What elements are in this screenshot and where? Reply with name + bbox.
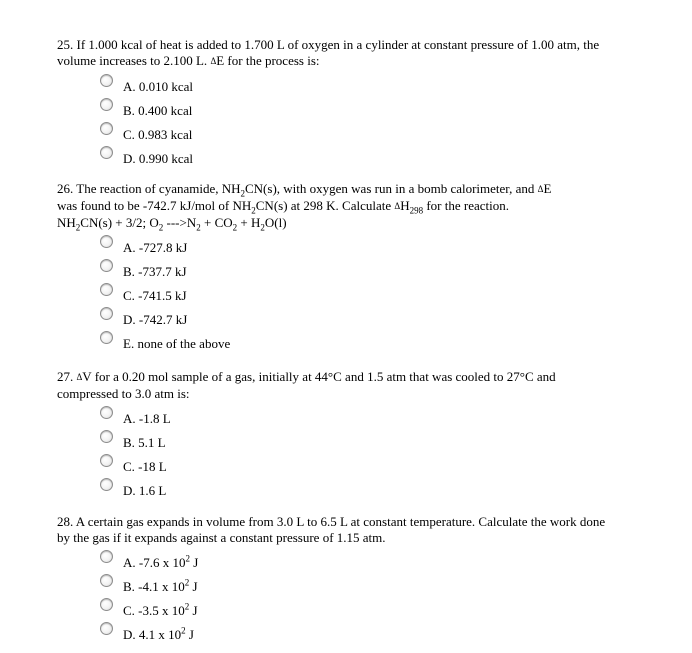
option-label: A. -7.6 x $10^2$ J — [123, 553, 199, 570]
option-25a[interactable] — [57, 76, 617, 100]
radio-button[interactable] — [100, 74, 113, 87]
option-28d[interactable] — [57, 624, 617, 648]
radio-button[interactable] — [100, 259, 113, 272]
option-label: C. -3.5 x $10^2$ J — [123, 601, 198, 618]
radio-button[interactable] — [100, 235, 113, 248]
question-28 — [57, 514, 617, 648]
question-28-options — [57, 552, 617, 648]
option-label: D. 0.990 kcal — [123, 151, 194, 166]
question-28-text: 28. A certain gas expands in volume from 3.0 L to 6.5 L at constant temperature. Calculate the work done by the gas if it expands against a constant pressure of 1.15 atm. — [57, 514, 606, 545]
option-27b[interactable] — [57, 432, 617, 456]
delta-icon: Δ — [76, 372, 83, 382]
option-label: C. 0.983 kcal — [123, 127, 193, 142]
radio-button[interactable] — [100, 574, 113, 587]
option-label: B. -4.1 x $10^2$ J — [123, 577, 198, 594]
radio-button[interactable] — [100, 331, 113, 344]
radio-button[interactable] — [100, 98, 113, 111]
question-25 — [57, 37, 617, 172]
radio-button[interactable] — [100, 478, 113, 491]
question-25-text: 25. If 1.000 kcal of heat is added to 1.700 L of oxygen in a cylinder at constant pressure of 1.00 atm, the volume increases to 2.100 L. ΔE for the process is: — [57, 37, 600, 68]
option-label: A. 0.010 kcal — [123, 79, 194, 94]
option-26d[interactable] — [57, 309, 617, 333]
option-27a[interactable] — [57, 408, 617, 432]
question-27-text: 27. ΔV for a 0.20 mol sample of a gas, initially at 44°C and 1.5 atm that was cooled to 27°C and compressed to 3.0 atm is: — [57, 369, 556, 401]
radio-button[interactable] — [100, 406, 113, 419]
option-label: B. 5.1 L — [123, 435, 166, 450]
radio-button[interactable] — [100, 430, 113, 443]
delta-icon: Δ — [537, 184, 544, 194]
option-label: C. -741.5 kJ — [123, 288, 187, 303]
question-26-options — [57, 237, 617, 357]
radio-button[interactable] — [100, 307, 113, 320]
option-28a[interactable] — [57, 552, 617, 576]
radio-button[interactable] — [100, 598, 113, 611]
question-26-text: 26. The reaction of cyanamide, $NH_2CN(s)$, with oxygen was run in a bomb calorimeter, and ΔE was found to be -742.7 kJ/mol of $NH_2CN(s)$ at 298 K. Calculate $\Delta H_{298}$ for the reaction. $NH_2CN(s) + 3/2$; $O_2$ $--->N_2 + CO_2 + H_2O(l)$ — [57, 181, 552, 233]
option-25b[interactable] — [57, 100, 617, 124]
option-label: A. -727.8 kJ — [123, 240, 188, 255]
radio-button[interactable] — [100, 454, 113, 467]
option-label: B. 0.400 kcal — [123, 103, 193, 118]
question-25-options — [57, 76, 617, 172]
option-25d[interactable] — [57, 148, 617, 172]
radio-button[interactable] — [100, 146, 113, 159]
question-26 — [57, 181, 617, 357]
option-27d[interactable] — [57, 480, 617, 504]
option-label: B. -737.7 kJ — [123, 264, 187, 279]
radio-button[interactable] — [100, 283, 113, 296]
option-label: E. none of the above — [123, 336, 231, 351]
option-26c[interactable] — [57, 285, 617, 309]
radio-button[interactable] — [100, 122, 113, 135]
option-28c[interactable] — [57, 600, 617, 624]
option-27c[interactable] — [57, 456, 617, 480]
option-26a[interactable] — [57, 237, 617, 261]
option-26b[interactable] — [57, 261, 617, 285]
option-26e[interactable] — [57, 333, 617, 357]
option-label: C. -18 L — [123, 459, 167, 474]
option-label: D. -742.7 kJ — [123, 312, 188, 327]
question-27 — [57, 369, 617, 504]
delta-icon: Δ — [210, 56, 217, 66]
radio-button[interactable] — [100, 622, 113, 635]
option-28b[interactable] — [57, 576, 617, 600]
delta-icon: Δ — [394, 201, 401, 211]
option-label: D. 4.1 x $10^2$ J — [123, 625, 194, 642]
option-label: D. 1.6 L — [123, 483, 167, 498]
option-label: A. -1.8 L — [123, 411, 171, 426]
option-25c[interactable] — [57, 124, 617, 148]
question-27-options — [57, 408, 617, 504]
radio-button[interactable] — [100, 550, 113, 563]
